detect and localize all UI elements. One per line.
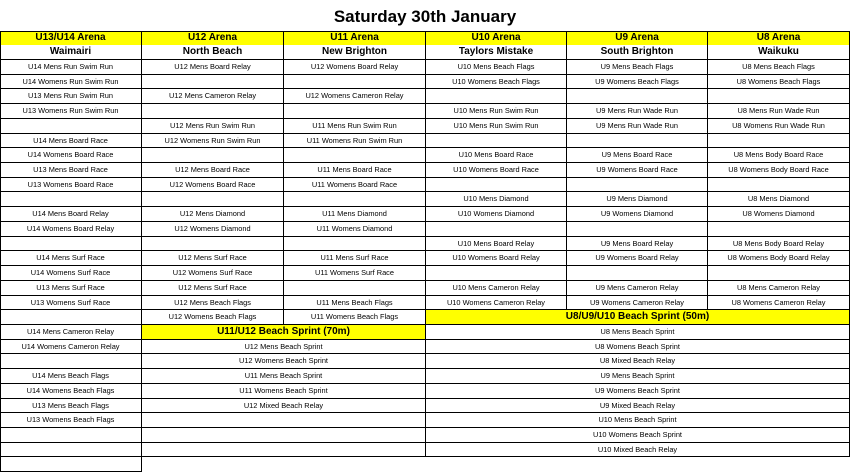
- event-cell: U12 Mens Beach Sprint: [142, 340, 426, 355]
- event-cell: U12 Mens Surf Race: [142, 281, 284, 296]
- event-cell: U10 Mens Board Race: [426, 148, 567, 163]
- event-cell: U14 Womens Board Relay: [0, 222, 142, 237]
- event-cell: U9 Mens Run Wade Run: [567, 104, 708, 119]
- event-cell: U10 Womens Cameron Relay: [426, 296, 567, 311]
- event-cell: U8 Mens Diamond: [708, 192, 850, 207]
- event-cell: U12 Mixed Beach Relay: [142, 399, 426, 414]
- event-cell: U12 Womens Beach Sprint: [142, 354, 426, 369]
- event-cell: U8 Mens Body Board Race: [708, 148, 850, 163]
- event-cell: U8 Mens Cameron Relay: [708, 281, 850, 296]
- event-cell: U8 Womens Body Board Relay: [708, 251, 850, 266]
- event-cell: [567, 89, 708, 104]
- event-cell: U12 Womens Board Race: [142, 178, 284, 193]
- event-cell: U13 Mens Board Race: [0, 163, 142, 178]
- arena-header: U10 Arena: [426, 31, 567, 46]
- table-top-border: [0, 31, 850, 32]
- event-cell: [567, 266, 708, 281]
- event-cell: [142, 104, 284, 119]
- event-cell: U10 Mens Run Swim Run: [426, 104, 567, 119]
- event-cell: U9 Womens Board Relay: [567, 251, 708, 266]
- event-cell: [142, 148, 284, 163]
- venue-header: New Brighton: [284, 45, 426, 60]
- event-cell: [0, 443, 142, 458]
- event-cell: [567, 134, 708, 149]
- event-cell: U8 Womens Beach Sprint: [426, 340, 850, 355]
- event-cell: U8 Womens Cameron Relay: [708, 296, 850, 311]
- event-cell: [426, 266, 567, 281]
- event-cell: U12 Womens Surf Race: [142, 266, 284, 281]
- event-cell: [284, 237, 426, 252]
- event-cell: U11 Mens Diamond: [284, 207, 426, 222]
- event-cell: U11 Mens Surf Race: [284, 251, 426, 266]
- event-cell: U8 Mens Beach Flags: [708, 60, 850, 75]
- event-cell: U9 Womens Cameron Relay: [567, 296, 708, 311]
- event-cell: U13 Mens Beach Flags: [0, 399, 142, 414]
- event-cell: [0, 310, 142, 325]
- event-cell: [708, 266, 850, 281]
- event-cell: U12 Mens Beach Flags: [142, 296, 284, 311]
- event-cell: U12 Womens Beach Flags: [142, 310, 284, 325]
- arena-header: U9 Arena: [567, 31, 708, 46]
- event-cell: U8 Mixed Beach Relay: [426, 354, 850, 369]
- event-cell: [284, 192, 426, 207]
- event-cell: U10 Mens Board Relay: [426, 237, 567, 252]
- event-cell: U14 Mens Board Relay: [0, 207, 142, 222]
- event-cell: U12 Mens Cameron Relay: [142, 89, 284, 104]
- event-cell: U9 Womens Beach Flags: [567, 75, 708, 90]
- event-cell: U10 Mens Run Swim Run: [426, 119, 567, 134]
- event-cell: U12 Mens Run Swim Run: [142, 119, 284, 134]
- event-cell: [0, 457, 142, 472]
- event-cell: U9 Mens Diamond: [567, 192, 708, 207]
- event-cell: U11 Mens Beach Flags: [284, 296, 426, 311]
- arena-header: U11 Arena: [284, 31, 426, 46]
- event-cell: U10 Womens Board Relay: [426, 251, 567, 266]
- event-cell: [426, 89, 567, 104]
- event-cell: U14 Womens Run Swim Run: [0, 75, 142, 90]
- event-cell: [708, 178, 850, 193]
- event-cell: [426, 178, 567, 193]
- event-cell: U14 Mens Surf Race: [0, 251, 142, 266]
- event-cell: U10 Mens Cameron Relay: [426, 281, 567, 296]
- event-cell: U9 Mens Run Wade Run: [567, 119, 708, 134]
- event-cell: U14 Mens Beach Flags: [0, 369, 142, 384]
- event-cell: U9 Womens Diamond: [567, 207, 708, 222]
- event-cell: [426, 222, 567, 237]
- event-cell: [284, 75, 426, 90]
- event-cell: U14 Mens Cameron Relay: [0, 325, 142, 340]
- event-cell: U12 Mens Board Race: [142, 163, 284, 178]
- event-cell: U9 Mens Board Race: [567, 148, 708, 163]
- event-cell: [142, 443, 426, 458]
- event-cell: U10 Womens Diamond: [426, 207, 567, 222]
- event-cell: U9 Mixed Beach Relay: [426, 399, 850, 414]
- event-cell: U10 Womens Beach Sprint: [426, 428, 850, 443]
- event-cell: U10 Mixed Beach Relay: [426, 443, 850, 458]
- event-cell: [708, 222, 850, 237]
- event-cell: U8 Mens Run Wade Run: [708, 104, 850, 119]
- event-cell: [567, 178, 708, 193]
- venue-header: North Beach: [142, 45, 284, 60]
- event-cell: U14 Womens Board Race: [0, 148, 142, 163]
- event-cell: U11 Womens Beach Sprint: [142, 384, 426, 399]
- venue-header: Waikuku: [708, 45, 850, 60]
- table-left-border: [0, 31, 1, 472]
- event-cell: [142, 413, 426, 428]
- event-cell: U12 Mens Diamond: [142, 207, 284, 222]
- event-cell: U8 Womens Body Board Race: [708, 163, 850, 178]
- arena-header: U8 Arena: [708, 31, 850, 46]
- event-cell: U10 Mens Diamond: [426, 192, 567, 207]
- arena-header: U13/U14 Arena: [0, 31, 142, 46]
- sprint-u8-u10-header: U8/U9/U10 Beach Sprint (50m): [426, 310, 850, 325]
- event-cell: U14 Womens Beach Flags: [0, 384, 142, 399]
- event-cell: U13 Womens Board Race: [0, 178, 142, 193]
- event-cell: U11 Womens Surf Race: [284, 266, 426, 281]
- event-cell: U11 Mens Board Race: [284, 163, 426, 178]
- event-cell: U11 Womens Diamond: [284, 222, 426, 237]
- event-cell: U10 Mens Beach Sprint: [426, 413, 850, 428]
- event-cell: [142, 237, 284, 252]
- event-cell: U14 Mens Board Race: [0, 134, 142, 149]
- event-cell: U8 Womens Run Wade Run: [708, 119, 850, 134]
- sprint-u11-u12-header: U11/U12 Beach Sprint (70m): [142, 325, 426, 340]
- venue-header: Taylors Mistake: [426, 45, 567, 60]
- event-cell: [0, 119, 142, 134]
- event-cell: [284, 148, 426, 163]
- venue-header: South Brighton: [567, 45, 708, 60]
- event-cell: U12 Womens Cameron Relay: [284, 89, 426, 104]
- event-cell: [0, 192, 142, 207]
- event-cell: U9 Mens Beach Sprint: [426, 369, 850, 384]
- event-cell: U9 Mens Cameron Relay: [567, 281, 708, 296]
- event-cell: U8 Mens Beach Sprint: [426, 325, 850, 340]
- event-cell: U13 Womens Surf Race: [0, 296, 142, 311]
- event-cell: [0, 237, 142, 252]
- event-cell: U12 Womens Run Swim Run: [142, 134, 284, 149]
- event-cell: [142, 428, 426, 443]
- event-cell: U10 Mens Beach Flags: [426, 60, 567, 75]
- event-cell: U9 Womens Board Race: [567, 163, 708, 178]
- event-cell: [0, 354, 142, 369]
- event-cell: [142, 192, 284, 207]
- event-cell: U13 Womens Beach Flags: [0, 413, 142, 428]
- event-cell: U14 Mens Run Swim Run: [0, 60, 142, 75]
- event-cell: U12 Mens Surf Race: [142, 251, 284, 266]
- event-cell: U12 Womens Diamond: [142, 222, 284, 237]
- event-cell: [0, 428, 142, 443]
- event-cell: [426, 134, 567, 149]
- event-cell: U12 Womens Board Relay: [284, 60, 426, 75]
- event-cell: U13 Mens Surf Race: [0, 281, 142, 296]
- event-cell: U11 Womens Beach Flags: [284, 310, 426, 325]
- event-cell: U11 Womens Board Race: [284, 178, 426, 193]
- event-cell: U8 Mens Body Board Relay: [708, 237, 850, 252]
- event-cell: U10 Womens Beach Flags: [426, 75, 567, 90]
- event-cell: U9 Mens Board Relay: [567, 237, 708, 252]
- event-cell: [708, 89, 850, 104]
- event-cell: U11 Mens Beach Sprint: [142, 369, 426, 384]
- page-title: Saturday 30th January: [333, 7, 517, 26]
- event-cell: U11 Mens Run Swim Run: [284, 119, 426, 134]
- event-cell: [567, 222, 708, 237]
- event-cell: U10 Womens Board Race: [426, 163, 567, 178]
- event-cell: U8 Womens Diamond: [708, 207, 850, 222]
- venue-header: Waimairi: [0, 45, 142, 60]
- event-cell: U13 Womens Run Swim Run: [0, 104, 142, 119]
- event-cell: U8 Womens Beach Flags: [708, 75, 850, 90]
- event-cell: U13 Mens Run Swim Run: [0, 89, 142, 104]
- event-cell: [142, 75, 284, 90]
- arena-header: U12 Arena: [142, 31, 284, 46]
- event-cell: U9 Womens Beach Sprint: [426, 384, 850, 399]
- event-cell: U14 Womens Cameron Relay: [0, 340, 142, 355]
- event-cell: U12 Mens Board Relay: [142, 60, 284, 75]
- event-cell: U11 Womens Run Swim Run: [284, 134, 426, 149]
- event-cell: [708, 134, 850, 149]
- event-cell: [284, 281, 426, 296]
- event-cell: [284, 104, 426, 119]
- event-cell: U14 Womens Surf Race: [0, 266, 142, 281]
- event-cell: U9 Mens Beach Flags: [567, 60, 708, 75]
